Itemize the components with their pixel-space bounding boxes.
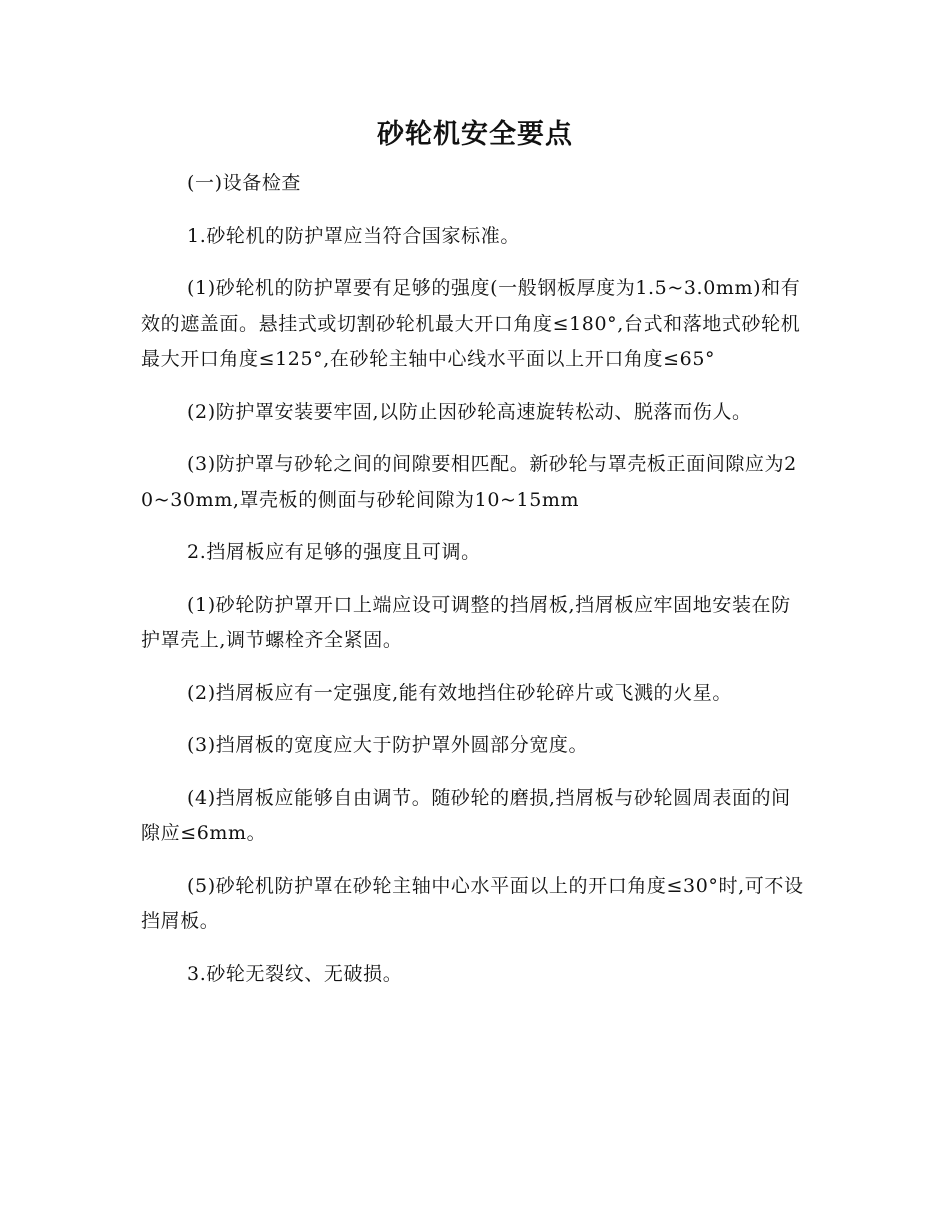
- item-1-1-guard-strength: (1)砂轮机的防护罩要有足够的强度(一般钢板厚度为1.5~3.0mm)和有效的遮盖面。悬挂式或切割砂轮机最大开口角度≤180°,台式和落地式砂轮机最大开口角度≤125°,在砂轮主轴中心线水平面以上开口角度≤65°: [141, 277, 801, 370]
- item-3-wheel-integrity: 3.砂轮无裂纹、无破损。: [187, 962, 403, 985]
- item-2-1-chip-guard-install: (1)砂轮防护罩开口上端应设可调整的挡屑板,挡屑板应牢固地安装在防护罩壳上,调节螺栓齐全紧固。: [141, 593, 791, 651]
- item-1-guard-standard: 1.砂轮机的防护罩应当符合国家标准。: [187, 224, 520, 247]
- item-1-2-guard-mounting: (2)防护罩安装要牢固,以防止因砂轮高速旋转松动、脱落而伤人。: [187, 400, 752, 423]
- item-2-chip-guard: 2.挡屑板应有足够的强度且可调。: [187, 541, 481, 563]
- item-2-5-chip-guard-exemption: (5)砂轮机防护罩在砂轮主轴中心水平面以上的开口角度≤30°时,可不设挡屑板。: [141, 874, 804, 932]
- document-body: [141, 166, 809, 1009]
- item-2-2-chip-guard-strength: (2)挡屑板应有一定强度,能有效地挡住砂轮碎片或飞溅的火星。: [187, 681, 732, 704]
- section-heading-equipment-check: (一)设备检查: [187, 172, 302, 194]
- item-2-4-chip-guard-adjust: (4)挡屑板应能够自由调节。随砂轮的磨损,挡屑板与砂轮圆周表面的间隙应≤6mm。: [141, 786, 791, 844]
- item-1-3-guard-clearance: (3)防护罩与砂轮之间的间隙要相匹配。新砂轮与罩壳板正面间隙应为20~30mm,罩壳板的侧面与砂轮间隙为10~15mm: [141, 453, 797, 511]
- document-title: 砂轮机安全要点: [377, 119, 573, 150]
- item-2-3-chip-guard-width: (3)挡屑板的宽度应大于防护罩外圆部分宽度。: [187, 734, 589, 756]
